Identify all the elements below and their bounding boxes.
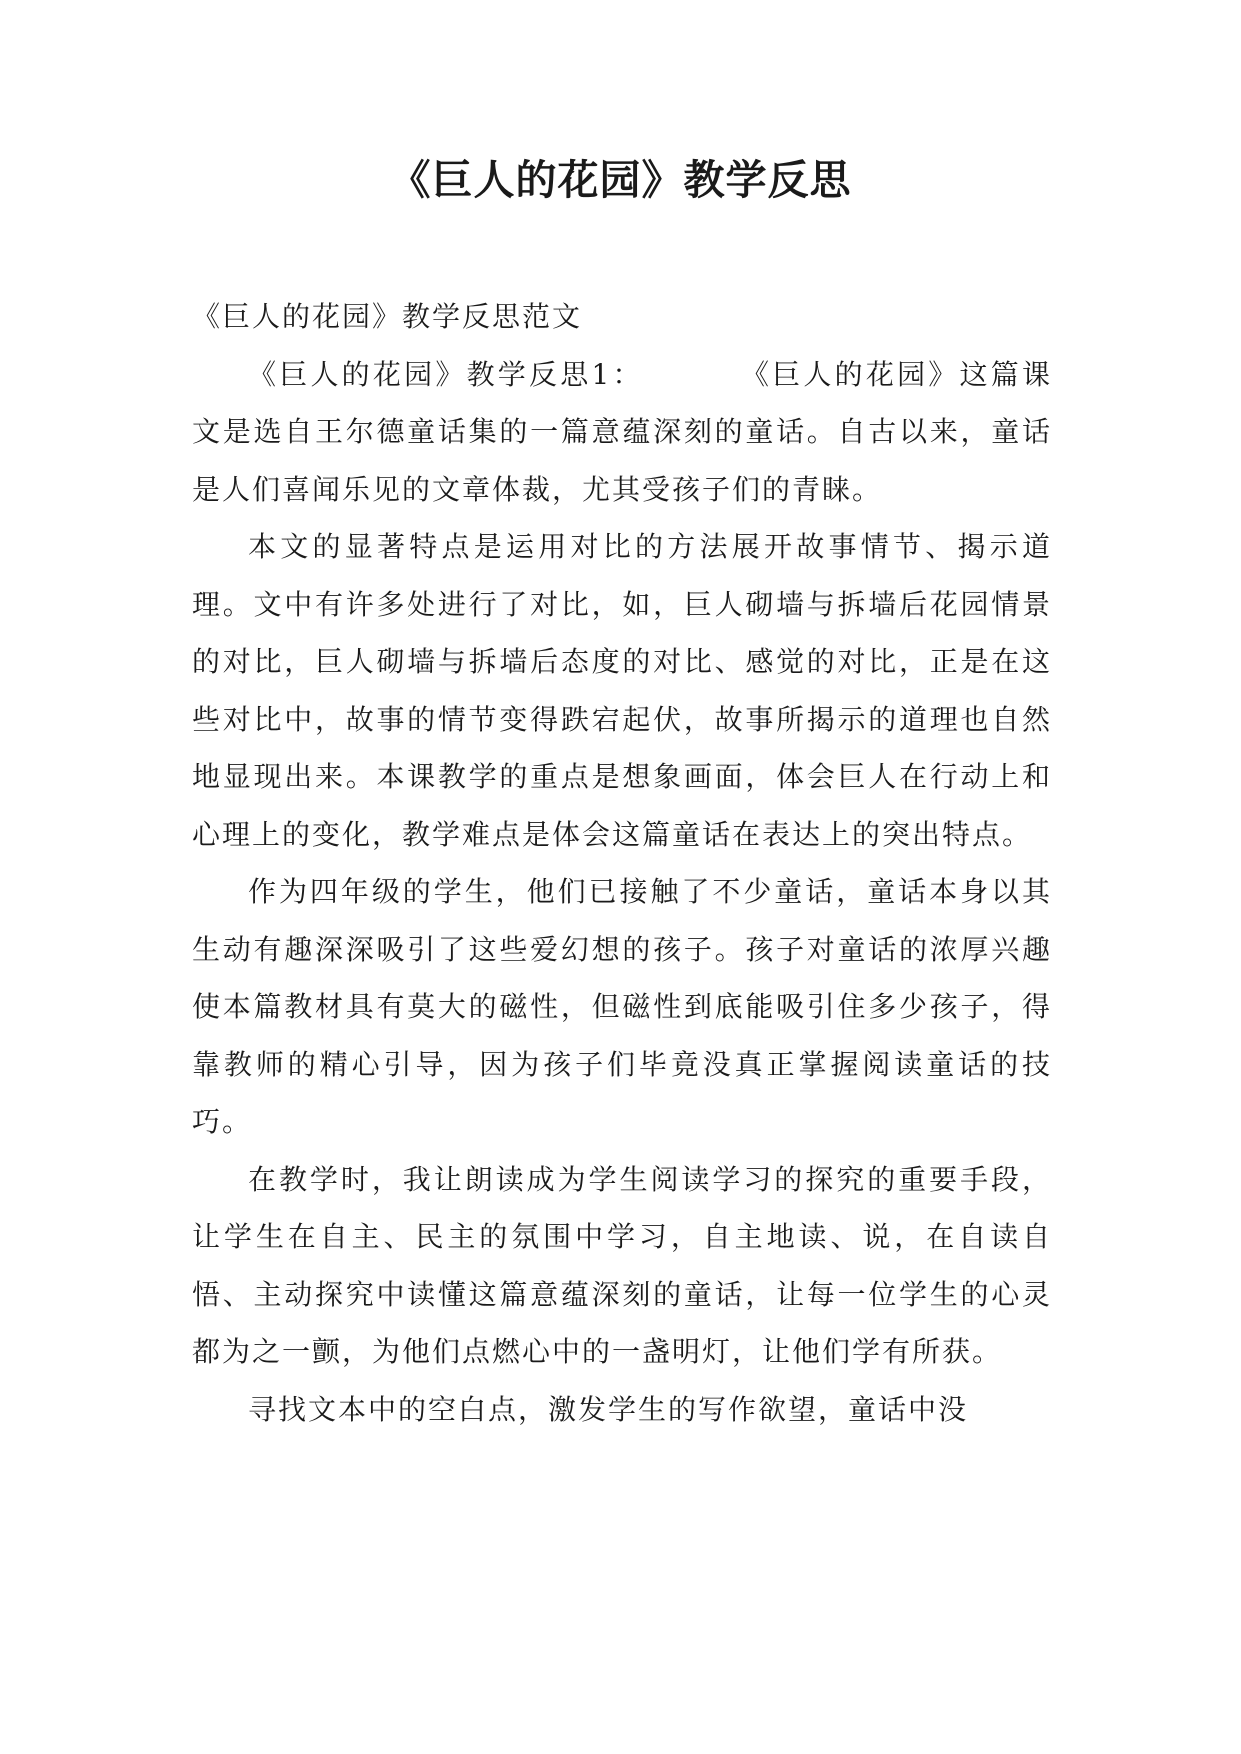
section-heading: 《巨人的花园》教学反思1： <box>248 357 644 391</box>
paragraph-text: 《巨人的花园》这篇课文是选自王尔德童话集的一篇意蕴深刻的童话。自古以来，童话是人们喜闻乐见的文章体裁，尤其受孩子们的青睐。 <box>192 357 1052 506</box>
paragraph: 在教学时，我让朗读成为学生阅读学习的探究的重要手段，让学生在自主、民主的氛围中学习，自主地读、说，在自读自悟、主动探究中读懂这篇意蕴深刻的童话，让每一位学生的心灵都为之一颤，为他们点燃心中的一盏明灯，让他们学有所获。 <box>192 1162 1052 1368</box>
document-body <box>192 288 1052 1438</box>
document-subtitle: 《巨人的花园》教学反思范文 <box>192 300 583 333</box>
document-title: 《巨人的花园》教学反思 <box>389 156 852 204</box>
paragraph <box>192 346 1052 519</box>
paragraph: 寻找文本中的空白点，激发学生的写作欲望，童话中没 <box>248 1392 969 1426</box>
paragraph: 作为四年级的学生，他们已接触了不少童话，童话本身以其生动有趣深深吸引了这些爱幻想的孩子。孩子对童话的浓厚兴趣使本篇教材具有莫大的磁性，但磁性到底能吸引住多少孩子，得靠教师的精心引导，因为孩子们毕竟没真正掌握阅读童话的技巧。 <box>192 875 1052 1138</box>
paragraph: 本文的显著特点是运用对比的方法展开故事情节、揭示道理。文中有许多处进行了对比，如，巨人砌墙与拆墙后花园情景的对比，巨人砌墙与拆墙后态度的对比、感觉的对比，正是在这些对比中，故事的情节变得跌宕起伏，故事所揭示的道理也自然地显现出来。本课教学的重点是想象画面，体会巨人在行动上和心理上的变化，教学难点是体会这篇童话在表达上的突出特点。 <box>192 530 1052 851</box>
